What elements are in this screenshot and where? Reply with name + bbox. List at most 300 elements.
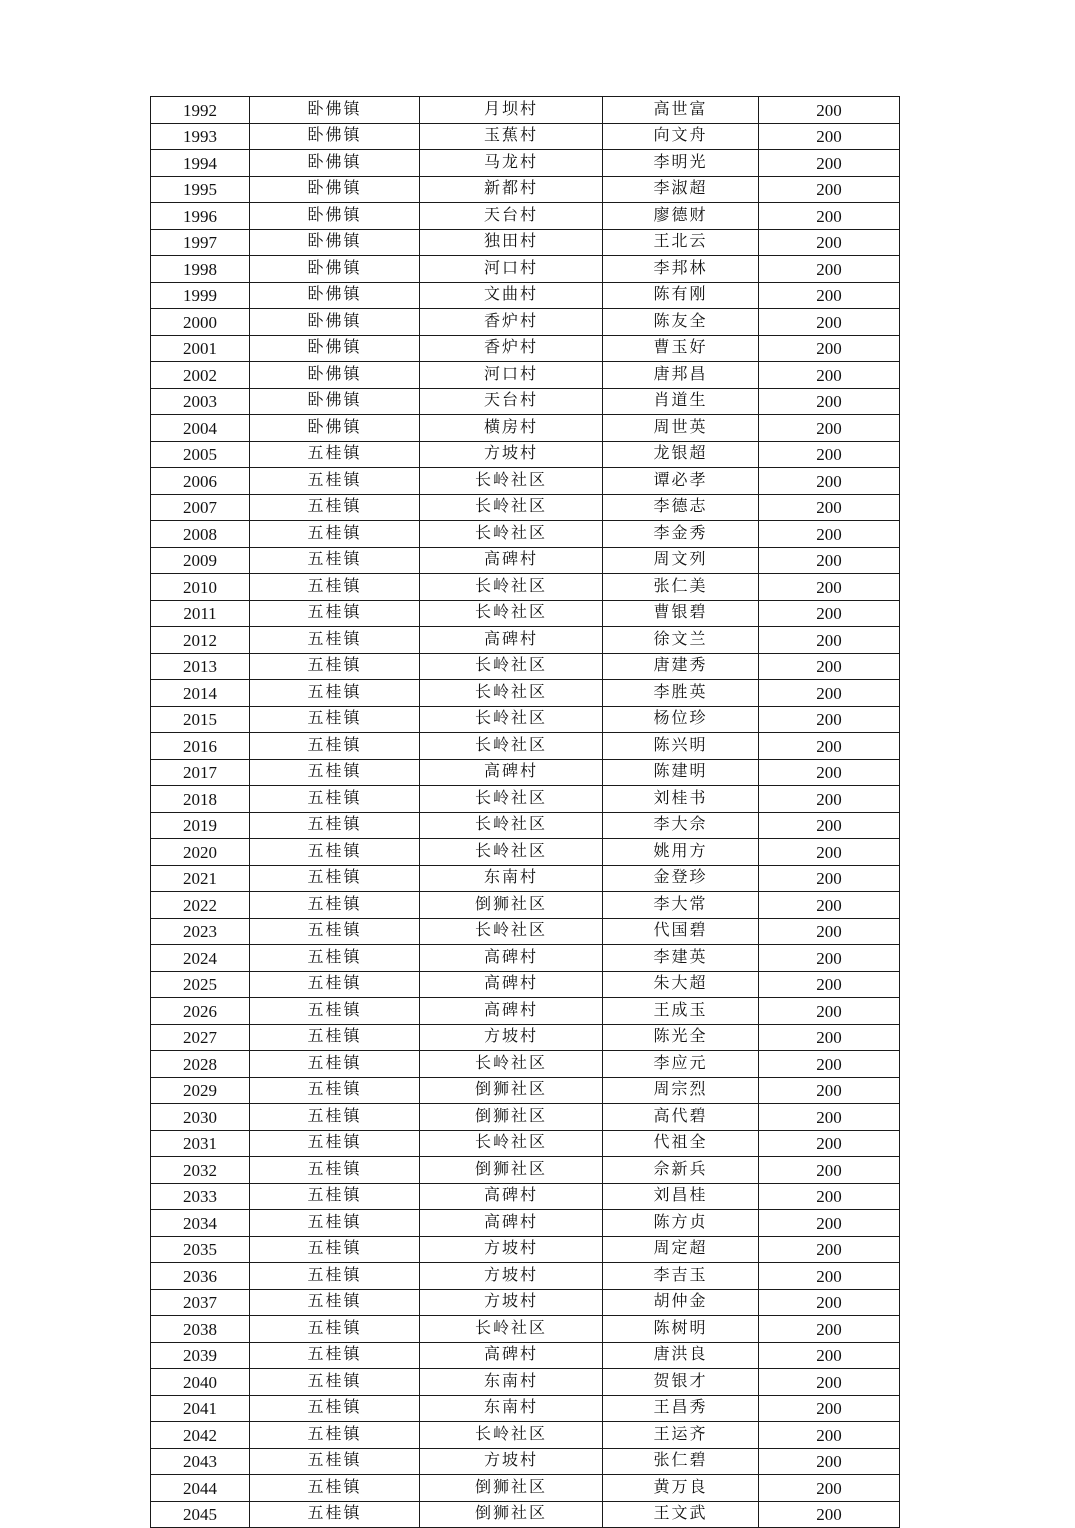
table-row — [151, 918, 900, 945]
serial-number-cell: 1996 — [151, 203, 250, 230]
town-cell: 卧佛镇 — [250, 203, 420, 230]
town-cell: 五桂镇 — [250, 839, 420, 866]
village-cell: 横房村 — [420, 415, 603, 442]
table-row — [151, 892, 900, 919]
village-cell: 东南村 — [420, 865, 603, 892]
village-cell: 河口村 — [420, 256, 603, 283]
town-cell: 五桂镇 — [250, 680, 420, 707]
name-cell: 唐建秀 — [603, 653, 759, 680]
amount-cell: 200 — [759, 706, 900, 733]
village-cell: 天台村 — [420, 203, 603, 230]
serial-number-cell: 2025 — [151, 971, 250, 998]
amount-cell: 200 — [759, 547, 900, 574]
table-row — [151, 494, 900, 521]
town-cell: 卧佛镇 — [250, 388, 420, 415]
table-row — [151, 998, 900, 1025]
village-cell: 高碑村 — [420, 945, 603, 972]
roster-table — [150, 96, 900, 1528]
village-cell: 方坡村 — [420, 1448, 603, 1475]
name-cell: 李胜英 — [603, 680, 759, 707]
name-cell: 徐文兰 — [603, 627, 759, 654]
name-cell: 李建英 — [603, 945, 759, 972]
town-cell: 五桂镇 — [250, 1501, 420, 1528]
serial-number-cell: 2042 — [151, 1422, 250, 1449]
table-row — [151, 521, 900, 548]
serial-number-cell: 1999 — [151, 282, 250, 309]
serial-number-cell: 2024 — [151, 945, 250, 972]
amount-cell: 200 — [759, 680, 900, 707]
name-cell: 张仁美 — [603, 574, 759, 601]
serial-number-cell: 2034 — [151, 1210, 250, 1237]
name-cell: 唐邦昌 — [603, 362, 759, 389]
name-cell: 姚用方 — [603, 839, 759, 866]
amount-cell: 200 — [759, 150, 900, 177]
village-cell: 长岭社区 — [420, 468, 603, 495]
table-row — [151, 1342, 900, 1369]
serial-number-cell: 1993 — [151, 123, 250, 150]
name-cell: 王北云 — [603, 229, 759, 256]
name-cell: 代国碧 — [603, 918, 759, 945]
name-cell: 曹玉好 — [603, 335, 759, 362]
serial-number-cell: 2000 — [151, 309, 250, 336]
serial-number-cell: 2018 — [151, 786, 250, 813]
name-cell: 刘桂书 — [603, 786, 759, 813]
serial-number-cell: 2044 — [151, 1475, 250, 1502]
town-cell: 五桂镇 — [250, 1448, 420, 1475]
name-cell: 刘昌桂 — [603, 1183, 759, 1210]
amount-cell: 200 — [759, 574, 900, 601]
serial-number-cell: 1995 — [151, 176, 250, 203]
name-cell: 朱大超 — [603, 971, 759, 998]
serial-number-cell: 2028 — [151, 1051, 250, 1078]
amount-cell: 200 — [759, 203, 900, 230]
table-row — [151, 176, 900, 203]
name-cell: 谭必孝 — [603, 468, 759, 495]
serial-number-cell: 2039 — [151, 1342, 250, 1369]
village-cell: 马龙村 — [420, 150, 603, 177]
serial-number-cell: 2040 — [151, 1369, 250, 1396]
town-cell: 五桂镇 — [250, 1395, 420, 1422]
amount-cell: 200 — [759, 812, 900, 839]
name-cell: 陈兴明 — [603, 733, 759, 760]
serial-number-cell: 2009 — [151, 547, 250, 574]
table-row — [151, 1104, 900, 1131]
town-cell: 五桂镇 — [250, 892, 420, 919]
town-cell: 五桂镇 — [250, 1263, 420, 1290]
amount-cell: 200 — [759, 282, 900, 309]
table-row — [151, 1448, 900, 1475]
amount-cell: 200 — [759, 1475, 900, 1502]
town-cell: 卧佛镇 — [250, 176, 420, 203]
amount-cell: 200 — [759, 653, 900, 680]
name-cell: 周宗烈 — [603, 1077, 759, 1104]
town-cell: 卧佛镇 — [250, 123, 420, 150]
serial-number-cell: 2027 — [151, 1024, 250, 1051]
village-cell: 高碑村 — [420, 1342, 603, 1369]
town-cell: 卧佛镇 — [250, 282, 420, 309]
table-row — [151, 839, 900, 866]
roster-table-body — [151, 97, 900, 1528]
amount-cell: 200 — [759, 1316, 900, 1343]
serial-number-cell: 2003 — [151, 388, 250, 415]
amount-cell: 200 — [759, 945, 900, 972]
table-row — [151, 335, 900, 362]
amount-cell: 200 — [759, 521, 900, 548]
town-cell: 五桂镇 — [250, 547, 420, 574]
amount-cell: 200 — [759, 229, 900, 256]
village-cell: 长岭社区 — [420, 839, 603, 866]
serial-number-cell: 2002 — [151, 362, 250, 389]
serial-number-cell: 2014 — [151, 680, 250, 707]
table-row — [151, 1289, 900, 1316]
town-cell: 五桂镇 — [250, 812, 420, 839]
village-cell: 长岭社区 — [420, 653, 603, 680]
serial-number-cell: 2015 — [151, 706, 250, 733]
name-cell: 陈树明 — [603, 1316, 759, 1343]
village-cell: 独田村 — [420, 229, 603, 256]
town-cell: 卧佛镇 — [250, 256, 420, 283]
serial-number-cell: 2012 — [151, 627, 250, 654]
name-cell: 金登珍 — [603, 865, 759, 892]
town-cell: 五桂镇 — [250, 786, 420, 813]
amount-cell: 200 — [759, 1051, 900, 1078]
table-row — [151, 1077, 900, 1104]
name-cell: 陈光全 — [603, 1024, 759, 1051]
amount-cell: 200 — [759, 1263, 900, 1290]
name-cell: 龙银超 — [603, 441, 759, 468]
table-row — [151, 415, 900, 442]
amount-cell: 200 — [759, 892, 900, 919]
amount-cell: 200 — [759, 388, 900, 415]
name-cell: 李应元 — [603, 1051, 759, 1078]
town-cell: 五桂镇 — [250, 1051, 420, 1078]
serial-number-cell: 2013 — [151, 653, 250, 680]
name-cell: 廖德财 — [603, 203, 759, 230]
table-row — [151, 971, 900, 998]
amount-cell: 200 — [759, 441, 900, 468]
name-cell: 胡仲金 — [603, 1289, 759, 1316]
name-cell: 向文舟 — [603, 123, 759, 150]
serial-number-cell: 1997 — [151, 229, 250, 256]
name-cell: 贺银才 — [603, 1369, 759, 1396]
name-cell: 肖道生 — [603, 388, 759, 415]
town-cell: 五桂镇 — [250, 733, 420, 760]
amount-cell: 200 — [759, 1448, 900, 1475]
village-cell: 倒狮社区 — [420, 1157, 603, 1184]
table-row — [151, 1236, 900, 1263]
name-cell: 陈友全 — [603, 309, 759, 336]
serial-number-cell: 2019 — [151, 812, 250, 839]
village-cell: 方坡村 — [420, 1289, 603, 1316]
name-cell: 黄万良 — [603, 1475, 759, 1502]
town-cell: 五桂镇 — [250, 1077, 420, 1104]
village-cell: 长岭社区 — [420, 1130, 603, 1157]
name-cell: 李大佘 — [603, 812, 759, 839]
table-row — [151, 1263, 900, 1290]
amount-cell: 200 — [759, 176, 900, 203]
town-cell: 五桂镇 — [250, 918, 420, 945]
village-cell: 长岭社区 — [420, 600, 603, 627]
table-row — [151, 282, 900, 309]
town-cell: 五桂镇 — [250, 1104, 420, 1131]
village-cell: 长岭社区 — [420, 521, 603, 548]
town-cell: 五桂镇 — [250, 494, 420, 521]
table-row — [151, 1024, 900, 1051]
serial-number-cell: 1998 — [151, 256, 250, 283]
name-cell: 李金秀 — [603, 521, 759, 548]
table-row — [151, 812, 900, 839]
town-cell: 五桂镇 — [250, 706, 420, 733]
village-cell: 长岭社区 — [420, 1316, 603, 1343]
serial-number-cell: 2010 — [151, 574, 250, 601]
village-cell: 方坡村 — [420, 441, 603, 468]
town-cell: 卧佛镇 — [250, 362, 420, 389]
name-cell: 李淑超 — [603, 176, 759, 203]
town-cell: 五桂镇 — [250, 1289, 420, 1316]
village-cell: 高碑村 — [420, 971, 603, 998]
amount-cell: 200 — [759, 1210, 900, 1237]
amount-cell: 200 — [759, 600, 900, 627]
serial-number-cell: 2035 — [151, 1236, 250, 1263]
village-cell: 方坡村 — [420, 1024, 603, 1051]
name-cell: 王文武 — [603, 1501, 759, 1528]
serial-number-cell: 2021 — [151, 865, 250, 892]
village-cell: 长岭社区 — [420, 918, 603, 945]
table-row — [151, 441, 900, 468]
village-cell: 高碑村 — [420, 627, 603, 654]
name-cell: 周文列 — [603, 547, 759, 574]
name-cell: 李邦林 — [603, 256, 759, 283]
table-row — [151, 362, 900, 389]
name-cell: 代祖全 — [603, 1130, 759, 1157]
amount-cell: 200 — [759, 256, 900, 283]
table-row — [151, 733, 900, 760]
table-row — [151, 865, 900, 892]
serial-number-cell: 2007 — [151, 494, 250, 521]
village-cell: 方坡村 — [420, 1236, 603, 1263]
serial-number-cell: 2004 — [151, 415, 250, 442]
town-cell: 五桂镇 — [250, 1183, 420, 1210]
table-row — [151, 1369, 900, 1396]
amount-cell: 200 — [759, 123, 900, 150]
town-cell: 卧佛镇 — [250, 150, 420, 177]
table-row — [151, 150, 900, 177]
table-row — [151, 1422, 900, 1449]
village-cell: 方坡村 — [420, 1263, 603, 1290]
amount-cell: 200 — [759, 1130, 900, 1157]
town-cell: 五桂镇 — [250, 1236, 420, 1263]
town-cell: 五桂镇 — [250, 521, 420, 548]
village-cell: 长岭社区 — [420, 574, 603, 601]
amount-cell: 200 — [759, 1501, 900, 1528]
table-row — [151, 1051, 900, 1078]
village-cell: 长岭社区 — [420, 812, 603, 839]
town-cell: 五桂镇 — [250, 971, 420, 998]
table-row — [151, 547, 900, 574]
village-cell: 长岭社区 — [420, 680, 603, 707]
amount-cell: 200 — [759, 1369, 900, 1396]
name-cell: 王昌秀 — [603, 1395, 759, 1422]
amount-cell: 200 — [759, 468, 900, 495]
amount-cell: 200 — [759, 1183, 900, 1210]
town-cell: 五桂镇 — [250, 759, 420, 786]
village-cell: 长岭社区 — [420, 706, 603, 733]
table-row — [151, 786, 900, 813]
table-row — [151, 468, 900, 495]
table-row — [151, 706, 900, 733]
village-cell: 文曲村 — [420, 282, 603, 309]
village-cell: 月坝村 — [420, 97, 603, 124]
town-cell: 五桂镇 — [250, 945, 420, 972]
village-cell: 倒狮社区 — [420, 1475, 603, 1502]
village-cell: 长岭社区 — [420, 1051, 603, 1078]
village-cell: 香炉村 — [420, 335, 603, 362]
amount-cell: 200 — [759, 733, 900, 760]
village-cell: 长岭社区 — [420, 494, 603, 521]
village-cell: 新都村 — [420, 176, 603, 203]
table-row — [151, 653, 900, 680]
village-cell: 倒狮社区 — [420, 1104, 603, 1131]
serial-number-cell: 2038 — [151, 1316, 250, 1343]
name-cell: 周定超 — [603, 1236, 759, 1263]
amount-cell: 200 — [759, 1422, 900, 1449]
amount-cell: 200 — [759, 335, 900, 362]
table-row — [151, 1157, 900, 1184]
serial-number-cell: 2030 — [151, 1104, 250, 1131]
town-cell: 五桂镇 — [250, 1210, 420, 1237]
village-cell: 高碑村 — [420, 1183, 603, 1210]
serial-number-cell: 2043 — [151, 1448, 250, 1475]
town-cell: 五桂镇 — [250, 1369, 420, 1396]
village-cell: 长岭社区 — [420, 786, 603, 813]
amount-cell: 200 — [759, 1342, 900, 1369]
name-cell: 李吉玉 — [603, 1263, 759, 1290]
serial-number-cell: 2020 — [151, 839, 250, 866]
table-row — [151, 256, 900, 283]
town-cell: 卧佛镇 — [250, 335, 420, 362]
village-cell: 天台村 — [420, 388, 603, 415]
town-cell: 五桂镇 — [250, 627, 420, 654]
table-row — [151, 1130, 900, 1157]
amount-cell: 200 — [759, 786, 900, 813]
table-row — [151, 600, 900, 627]
table-row — [151, 1475, 900, 1502]
town-cell: 五桂镇 — [250, 998, 420, 1025]
name-cell: 李明光 — [603, 150, 759, 177]
town-cell: 五桂镇 — [250, 574, 420, 601]
village-cell: 倒狮社区 — [420, 1501, 603, 1528]
amount-cell: 200 — [759, 362, 900, 389]
name-cell: 陈建明 — [603, 759, 759, 786]
serial-number-cell: 2005 — [151, 441, 250, 468]
amount-cell: 200 — [759, 1236, 900, 1263]
serial-number-cell: 2023 — [151, 918, 250, 945]
serial-number-cell: 2031 — [151, 1130, 250, 1157]
table-row — [151, 229, 900, 256]
table-row — [151, 680, 900, 707]
name-cell: 王运齐 — [603, 1422, 759, 1449]
serial-number-cell: 2041 — [151, 1395, 250, 1422]
serial-number-cell: 2037 — [151, 1289, 250, 1316]
town-cell: 五桂镇 — [250, 1157, 420, 1184]
serial-number-cell: 2008 — [151, 521, 250, 548]
table-row — [151, 1183, 900, 1210]
amount-cell: 200 — [759, 1104, 900, 1131]
serial-number-cell: 1994 — [151, 150, 250, 177]
name-cell: 周世英 — [603, 415, 759, 442]
town-cell: 五桂镇 — [250, 1342, 420, 1369]
name-cell: 高代碧 — [603, 1104, 759, 1131]
serial-number-cell: 2006 — [151, 468, 250, 495]
name-cell: 杨位珍 — [603, 706, 759, 733]
name-cell: 李大常 — [603, 892, 759, 919]
village-cell: 河口村 — [420, 362, 603, 389]
town-cell: 卧佛镇 — [250, 309, 420, 336]
table-row — [151, 1395, 900, 1422]
name-cell: 李德志 — [603, 494, 759, 521]
village-cell: 高碑村 — [420, 1210, 603, 1237]
table-row — [151, 627, 900, 654]
town-cell: 卧佛镇 — [250, 97, 420, 124]
town-cell: 五桂镇 — [250, 1024, 420, 1051]
name-cell: 佘新兵 — [603, 1157, 759, 1184]
village-cell: 玉蕉村 — [420, 123, 603, 150]
amount-cell: 200 — [759, 1024, 900, 1051]
amount-cell: 200 — [759, 1395, 900, 1422]
village-cell: 倒狮社区 — [420, 892, 603, 919]
amount-cell: 200 — [759, 971, 900, 998]
town-cell: 五桂镇 — [250, 600, 420, 627]
village-cell: 东南村 — [420, 1369, 603, 1396]
table-row — [151, 1316, 900, 1343]
serial-number-cell: 2011 — [151, 600, 250, 627]
name-cell: 曹银碧 — [603, 600, 759, 627]
town-cell: 五桂镇 — [250, 653, 420, 680]
village-cell: 香炉村 — [420, 309, 603, 336]
town-cell: 五桂镇 — [250, 1422, 420, 1449]
table-row — [151, 1210, 900, 1237]
village-cell: 高碑村 — [420, 998, 603, 1025]
name-cell: 王成玉 — [603, 998, 759, 1025]
table-row — [151, 203, 900, 230]
amount-cell: 200 — [759, 1289, 900, 1316]
town-cell: 五桂镇 — [250, 865, 420, 892]
amount-cell: 200 — [759, 494, 900, 521]
village-cell: 高碑村 — [420, 547, 603, 574]
amount-cell: 200 — [759, 865, 900, 892]
amount-cell: 200 — [759, 309, 900, 336]
serial-number-cell: 2045 — [151, 1501, 250, 1528]
town-cell: 卧佛镇 — [250, 415, 420, 442]
amount-cell: 200 — [759, 627, 900, 654]
village-cell: 长岭社区 — [420, 1422, 603, 1449]
town-cell: 卧佛镇 — [250, 229, 420, 256]
village-cell: 高碑村 — [420, 759, 603, 786]
table-row — [151, 759, 900, 786]
name-cell: 张仁碧 — [603, 1448, 759, 1475]
town-cell: 五桂镇 — [250, 468, 420, 495]
serial-number-cell: 2016 — [151, 733, 250, 760]
name-cell: 陈方贞 — [603, 1210, 759, 1237]
village-cell: 长岭社区 — [420, 733, 603, 760]
table-row — [151, 574, 900, 601]
amount-cell: 200 — [759, 839, 900, 866]
serial-number-cell: 2022 — [151, 892, 250, 919]
amount-cell: 200 — [759, 97, 900, 124]
table-row — [151, 388, 900, 415]
town-cell: 五桂镇 — [250, 441, 420, 468]
serial-number-cell: 2017 — [151, 759, 250, 786]
